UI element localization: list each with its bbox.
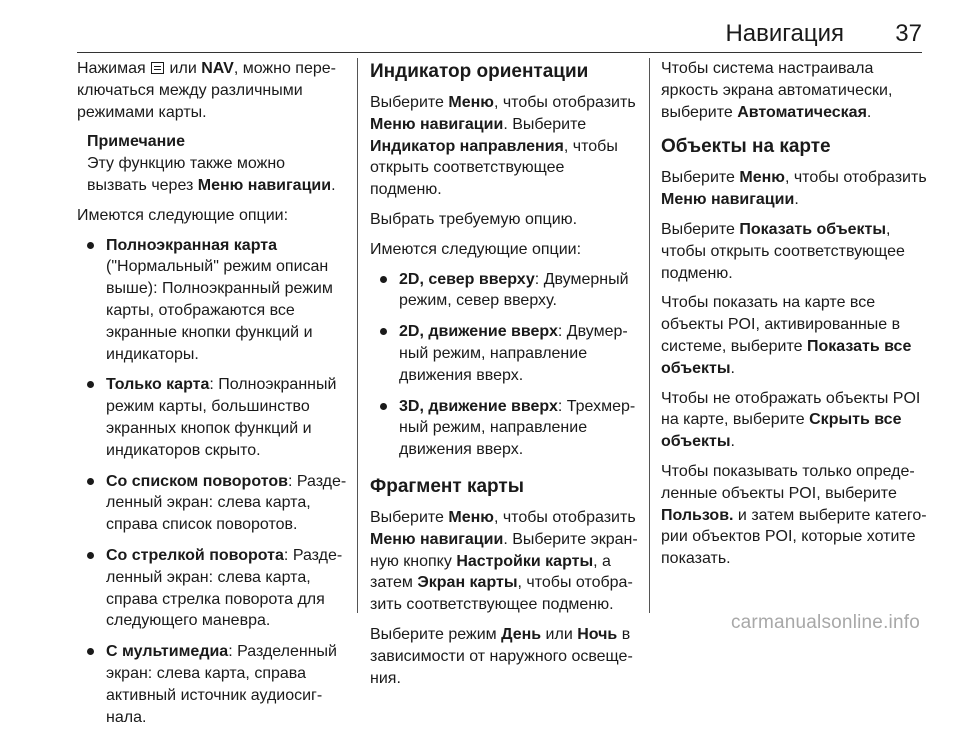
- bullet-icon: [380, 403, 387, 410]
- note-text: Эту функцию также можно вызвать через Меню навигации.: [87, 155, 336, 194]
- bullet-icon: [87, 552, 94, 559]
- list-item: С мультимедиа: Разделенный экран: слева карта, справа активный источник аудиосиг-нала.: [77, 641, 347, 728]
- paragraph: Выберите режим День или Ночь в зависимости от наружного освеще-ния.: [370, 625, 633, 687]
- menu-key-icon: [151, 62, 164, 74]
- map-mode-list: [77, 235, 347, 729]
- note-title: Примечание: [87, 133, 186, 151]
- page-number: 37: [895, 20, 922, 47]
- list-item: 3D, движение вверх: Трехмер-ный режим, направление движения вверх.: [370, 396, 638, 461]
- paragraph: Чтобы система настраивала яркость экрана автоматически, выберите Автоматическая.: [661, 60, 893, 121]
- page-title: Навигация: [725, 20, 844, 47]
- column-divider: [357, 58, 358, 613]
- bullet-icon: [380, 328, 387, 335]
- paragraph: Выберите Меню, чтобы отобразить Меню навигации. Выберите экран-ную кнопку Настройки карты, а затем Экран карты, чтобы отобра-зить соответствующее подменю.: [370, 508, 638, 614]
- bullet-icon: [380, 276, 387, 283]
- bullet-icon: [87, 478, 94, 485]
- paragraph: Выберите Меню, чтобы отобразить Меню навигации. Выберите Индикатор направления, чтобы открыть соответствующее подменю.: [370, 94, 636, 199]
- page-header: [77, 0, 922, 53]
- bullet-icon: [87, 648, 94, 655]
- options-intro: Имеются следующие опции:: [77, 206, 289, 224]
- section-heading-orientation: Индикатор ориентации: [370, 61, 589, 82]
- column-3: [661, 58, 927, 578]
- watermark: carmanualsonline.info: [730, 612, 920, 633]
- intro-paragraph: Нажимая или NAV, можно пере-ключаться между различными режимами карты.: [77, 60, 336, 121]
- orientation-list: [370, 269, 638, 461]
- list-item: Только карта: Полноэкранный режим карты, большинство экранных кнопок функций и индикаторов скрыто.: [77, 374, 347, 461]
- paragraph: Выберите Показать объекты, чтобы открыть соответствующее подменю.: [661, 220, 905, 282]
- paragraph: Выберите Меню, чтобы отобразить Меню навигации.: [661, 169, 927, 209]
- list-item: Со списком поворотов: Разде-ленный экран: слева карта, справа список поворотов.: [77, 471, 347, 536]
- section-heading-map-objects: Объекты на карте: [661, 136, 831, 158]
- column-2: [370, 58, 638, 697]
- column-1: [77, 58, 347, 737]
- column-divider: [649, 58, 650, 613]
- list-item: 2D, движение вверх: Двумер-ный режим, направление движения вверх.: [370, 321, 638, 386]
- list-item: 2D, север вверху: Двумерный режим, север вверху.: [370, 269, 638, 313]
- list-item: Со стрелкой поворота: Разде-ленный экран: слева карта, справа стрелка поворота для следующего маневра.: [77, 545, 347, 632]
- section-heading-map-fragment: Фрагмент карты: [370, 475, 524, 497]
- paragraph: Выбрать требуемую опцию.: [370, 210, 578, 228]
- note-block: [87, 131, 347, 196]
- paragraph: Чтобы не отображать объекты POI на карте, выберите Скрыть все объекты.: [661, 389, 921, 451]
- bullet-icon: [87, 242, 94, 249]
- paragraph: Имеются следующие опции:: [370, 240, 582, 258]
- list-item: Полноэкранная карта ("Нормальный" режим описан выше): Полноэкранный режим карты, отображаются все экранные кнопки функций и индикаторы.: [77, 235, 347, 366]
- paragraph: Чтобы показывать только опреде-ленные объекты POI, выберите Пользов. и затем выберите катего-рии объектов POI, которые хотите показать.: [661, 462, 927, 568]
- bullet-icon: [87, 381, 94, 388]
- paragraph: Чтобы показать на карте все объекты POI, активированные в системе, выберите Показать все объекты.: [661, 294, 912, 377]
